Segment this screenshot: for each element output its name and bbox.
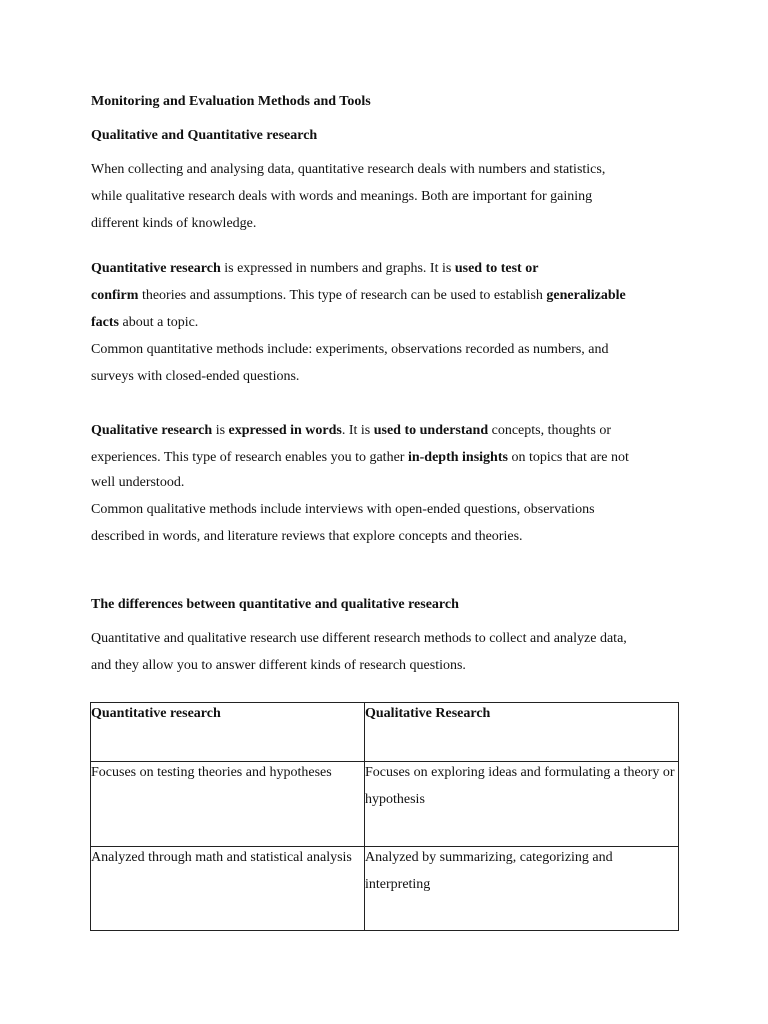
comparison-table [90,702,679,931]
quantitative-line-5: surveys with closed-ended questions. [91,369,300,384]
qualitative-line-4: Common qualitative methods include interviews with open-ended questions, observations [91,502,595,517]
table-row [91,762,679,847]
differences-line-1: Quantitative and qualitative research use different research methods to collect and analyze data, [91,631,627,646]
intro-line-1: When collecting and analysing data, quantitative research deals with numbers and statistics, [91,162,606,177]
table-header-cell: Qualitative Research [365,703,679,762]
quantitative-line-4: Common quantitative methods include: experiments, observations recorded as numbers, and [91,342,609,357]
intro-line-3: different kinds of knowledge. [91,216,257,231]
table-header-row [91,703,679,762]
table-cell: Focuses on testing theories and hypotheses [91,762,365,847]
differences-heading: The differences between quantitative and qualitative research [91,597,459,612]
table-cell: Focuses on exploring ideas and formulating a theory or hypothesis [365,762,679,847]
table-row [91,847,679,931]
differences-line-2: and they allow you to answer different kinds of research questions. [91,658,466,673]
document-title: Monitoring and Evaluation Methods and Tools [91,94,371,109]
qualitative-line-2: experiences. This type of research enables you to gather in-depth insights on topics that are not [91,450,629,465]
quantitative-line-2: confirm theories and assumptions. This type of research can be used to establish generalizable [91,288,626,303]
table-cell: Analyzed by summarizing, categorizing and interpreting [365,847,679,931]
section-heading-qual-quant: Qualitative and Quantitative research [91,128,318,143]
quantitative-line-3: facts about a topic. [91,315,199,330]
intro-line-2: while qualitative research deals with words and meanings. Both are important for gaining [91,189,593,204]
table-header-cell: Quantitative research [91,703,365,762]
qualitative-line-1: Qualitative research is expressed in words. It is used to understand concepts, thoughts or [91,423,611,438]
table-cell: Analyzed through math and statistical analysis [91,847,365,931]
qualitative-line-5: described in words, and literature reviews that explore concepts and theories. [91,529,523,544]
quantitative-line-1: Quantitative research is expressed in numbers and graphs. It is used to test or [91,261,539,276]
qualitative-line-3: well understood. [91,475,185,490]
